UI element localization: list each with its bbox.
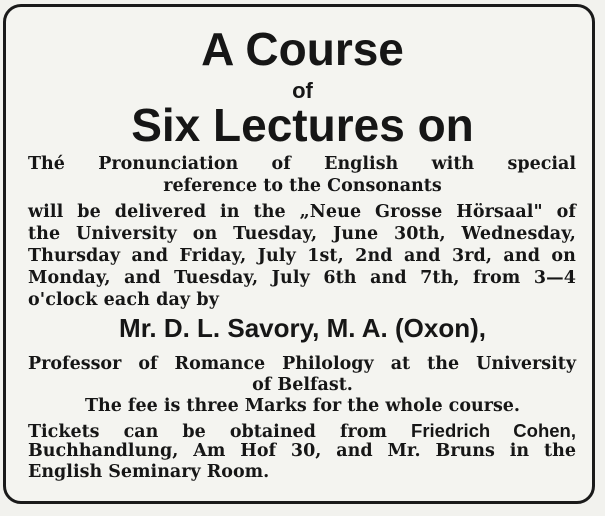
body-line-4: Monday, and Tuesday, July 6th and 7th, from 3—4 — [28, 268, 576, 288]
subject-line-2: reference to the Consonants — [163, 176, 442, 196]
bookseller-name: Friedrich Cohen, — [411, 420, 576, 441]
tickets-line-2: Buchhandlung, Am Hof 30, and Mr. Bruns in the — [28, 441, 576, 461]
tickets-line-1 — [28, 420, 576, 442]
position-line-2: of Belfast. — [252, 375, 353, 395]
title-of: of — [292, 78, 313, 103]
position-line-1: Professor of Romance Philology at the University — [28, 354, 576, 374]
body-line-3: Thursday and Friday, July 1st, 2nd and 3rd, and on — [28, 246, 576, 266]
lecturer-name: Mr. D. L. Savory, M. A. (Oxon), — [119, 313, 486, 343]
body-line-1: will be delivered in the „Neue Grosse Hörsaal" of — [28, 202, 576, 222]
title-six-lectures-on: Six Lectures on — [131, 99, 474, 151]
subject-line-1: Thé Pronunciation of English with special — [28, 154, 576, 174]
tickets-line-3: English Seminary Room. — [28, 462, 270, 482]
title-a-course: A Course — [201, 23, 404, 75]
body-line-5: o'clock each day by — [28, 290, 219, 310]
body-line-2: the University on Tuesday, June 30th, Wednesday, — [28, 224, 576, 244]
fee-line: The fee is three Marks for the whole course. — [84, 396, 521, 416]
tickets-prefix: Tickets can be obtained from — [28, 422, 412, 442]
